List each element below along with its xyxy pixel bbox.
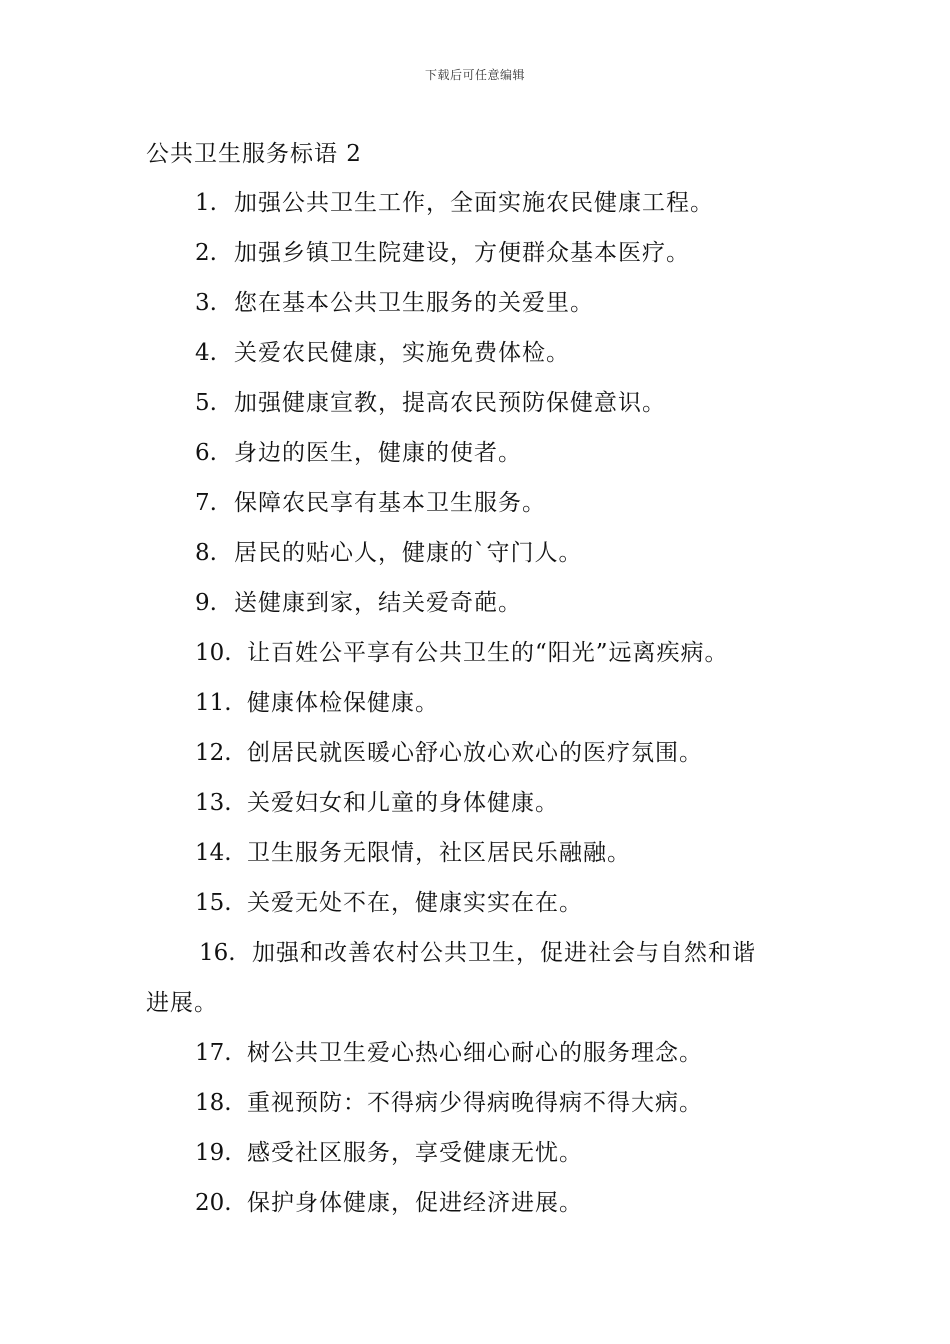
slogan-item [0,1178,950,1228]
slogan-number: 17. [195,1040,232,1066]
slogan-item [0,878,950,928]
slogan-text: 送健康到家，结关爱奇葩。 [234,590,522,616]
slogan-number: 10. [195,640,232,666]
slogan-item [0,1078,950,1128]
header-note: 下载后可任意编辑 [424,68,525,82]
slogan-number: 6. [195,440,217,466]
slogan-number: 5. [195,390,217,416]
slogan-item [0,428,950,478]
slogan-text: 关爱妇女和儿童的身体健康。 [247,790,559,816]
slogan-number: 12. [195,740,232,766]
slogan-number: 20. [195,1190,232,1216]
slogan-item [0,728,950,778]
slogan-text: 感受社区服务，享受健康无忧。 [247,1140,583,1166]
slogan-text: 保护身体健康，促进经济进展。 [247,1190,583,1216]
slogan-number: 7. [195,490,217,516]
slogan-item [0,378,950,428]
slogan-text: 关爱农民健康，实施免费体检。 [234,340,570,366]
slogan-text-continuation: 进展。 [146,990,218,1016]
slogan-number: 3. [195,290,217,316]
slogan-text: 让百姓公平享有公共卫生的“阳光”远离疾病。 [247,640,729,666]
slogan-item [0,328,950,378]
slogan-text: 加强乡镇卫生院建设，方便群众基本医疗。 [234,240,690,266]
slogan-item [0,628,950,678]
slogan-text: 保障农民享有基本卫生服务。 [234,490,546,516]
slogan-item [0,578,950,628]
slogan-number: 4. [195,340,217,366]
slogan-item [0,828,950,878]
slogan-text: 加强公共卫生工作，全面实施农民健康工程。 [234,190,714,216]
slogan-text: 关爱无处不在，健康实实在在。 [247,890,583,916]
slogan-item [0,1028,950,1078]
slogan-number: 16. [199,940,236,966]
slogan-number: 9. [195,590,217,616]
slogan-number: 8. [195,540,217,566]
slogan-item [0,528,950,578]
document-title: 公共卫生服务标语 2 [146,141,362,167]
slogan-number: 11. [195,690,232,716]
slogan-item [0,928,950,1028]
slogan-number: 14. [195,840,232,866]
slogan-item [0,1128,950,1178]
slogan-text: 您在基本公共卫生服务的关爱里。 [234,290,594,316]
slogan-number: 1. [195,190,217,216]
slogan-number: 15. [195,890,232,916]
slogan-text: 重视预防：不得病少得病晚得病不得大病。 [247,1090,703,1116]
slogan-text: 加强和改善农村公共卫生，促进社会与自然和谐 [252,940,756,966]
slogan-item [0,178,950,228]
slogan-item [0,778,950,828]
slogan-number: 13. [195,790,232,816]
slogan-number: 19. [195,1140,232,1166]
slogan-text: 卫生服务无限情，社区居民乐融融。 [247,840,631,866]
slogan-number: 18. [195,1090,232,1116]
slogan-list [0,178,950,1228]
slogan-text: 健康体检保健康。 [247,690,439,716]
slogan-text: 树公共卫生爱心热心细心耐心的服务理念。 [247,1040,703,1066]
slogan-text: 居民的贴心人，健康的`守门人。 [234,540,583,566]
slogan-item [0,678,950,728]
slogan-item [0,478,950,528]
slogan-number: 2. [195,240,217,266]
slogan-item [0,228,950,278]
slogan-text: 加强健康宣教，提高农民预防保健意识。 [234,390,666,416]
slogan-text: 创居民就医暖心舒心放心欢心的医疗氛围。 [247,740,703,766]
slogan-item [0,278,950,328]
slogan-text: 身边的医生，健康的使者。 [234,440,522,466]
